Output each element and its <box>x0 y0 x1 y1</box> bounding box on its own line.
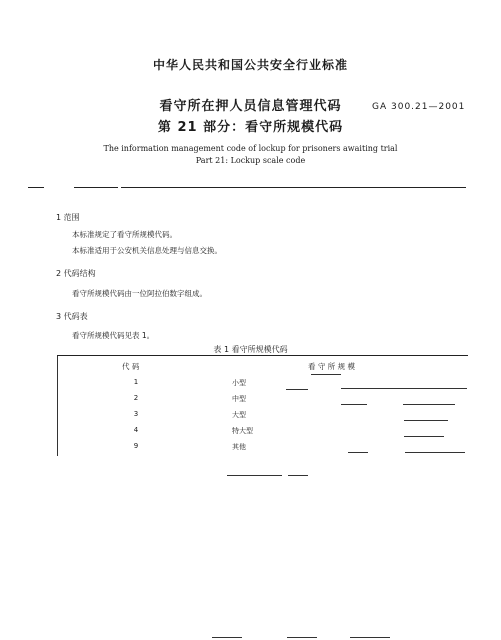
title-rule-right <box>121 187 466 188</box>
table-line-fragment <box>404 436 444 437</box>
table-cell-code: 9 <box>133 442 139 450</box>
table-cell-name: 小型 <box>232 379 246 387</box>
section-heading-structure: 2 代码结构 <box>56 269 96 278</box>
column-header-code: 代 码 <box>122 362 140 371</box>
table-cell-code: 2 <box>133 394 139 402</box>
section-paragraph: 本标准适用于公安机关信息处理与信息交换。 <box>72 246 222 255</box>
standard-number: GA 300.21—2001 <box>372 102 466 112</box>
table-cell-code: 1 <box>133 378 139 386</box>
title-rule-left <box>28 187 44 188</box>
table-caption: 表 1 看守所规模代码 <box>213 345 288 354</box>
section-heading-scope: 1 范围 <box>56 213 80 222</box>
page-bottom-fragment <box>212 637 242 638</box>
table-top-rule <box>57 355 468 356</box>
page-bottom-fragment <box>350 637 390 638</box>
table-line-fragment <box>341 404 367 405</box>
table-line-fragment <box>348 452 368 453</box>
table-cell-name: 其他 <box>232 443 246 451</box>
document-title-line2: 第 21 部分：看守所规模代码 <box>157 120 344 135</box>
section-heading-code-table: 3 代码表 <box>56 312 88 321</box>
english-title-line1: The information management code of lockup for prisoners awaiting trial <box>103 144 398 153</box>
table-line-fragment <box>341 388 467 389</box>
table-cell-name: 大型 <box>232 411 246 419</box>
table-cell-code: 4 <box>133 426 139 434</box>
table-cell-name: 特大型 <box>232 427 253 435</box>
column-header-scale: 看 守 所 规 模 <box>308 362 356 371</box>
english-title-line2: Part 21: Lockup scale code <box>195 156 306 165</box>
table-line-fragment <box>286 389 308 390</box>
section-paragraph: 看守所规模代码由一位阿拉伯数字组成。 <box>72 289 207 298</box>
title-rule-mid <box>74 187 118 188</box>
section-paragraph: 本标准规定了看守所规模代码。 <box>72 230 177 239</box>
table-line-fragment <box>404 420 448 421</box>
table-line-fragment <box>405 452 465 453</box>
table-cell-name: 中型 <box>232 395 246 403</box>
table-cell-code: 3 <box>133 410 139 418</box>
end-line <box>288 475 308 476</box>
table-left-edge <box>57 356 58 456</box>
ministry-banner: 中华人民共和国公共安全行业标准 <box>152 58 348 72</box>
table-line-fragment <box>403 404 455 405</box>
page-bottom-fragment <box>287 637 317 638</box>
section-paragraph: 看守所规模代码见表 1。 <box>72 331 155 340</box>
document-title-line1: 看守所在押人员信息管理代码 <box>159 99 342 114</box>
end-line <box>227 475 282 476</box>
table-line-fragment <box>311 374 341 375</box>
